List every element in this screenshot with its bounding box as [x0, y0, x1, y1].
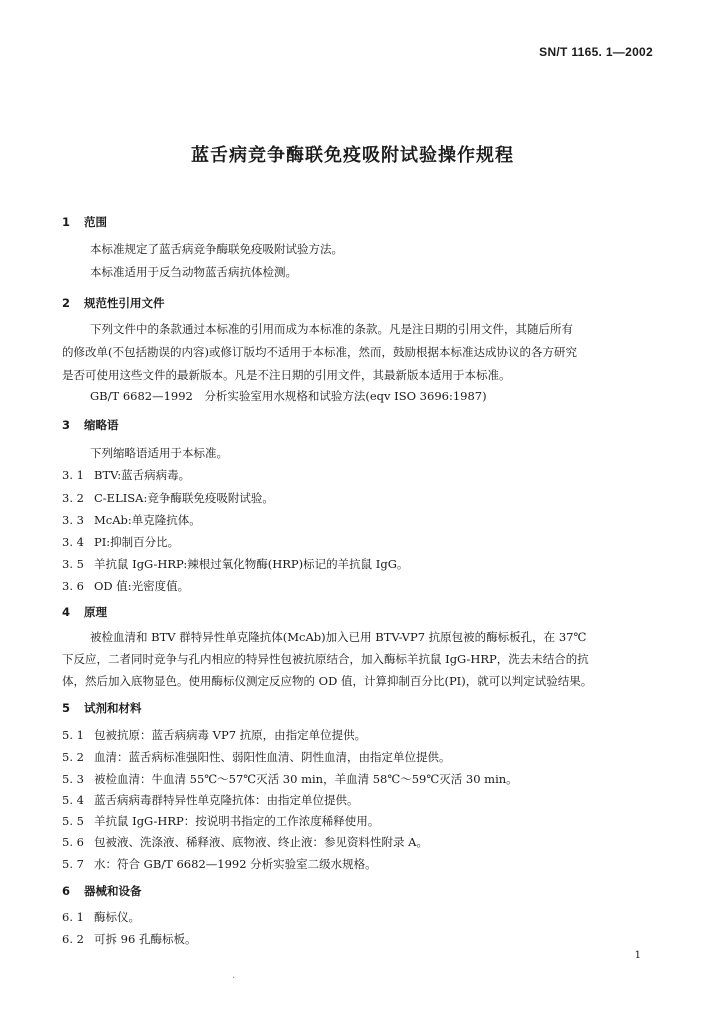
- section-number: 3: [62, 418, 71, 432]
- section-title: 范围: [84, 215, 107, 229]
- item-text: 酶标仪。: [94, 910, 140, 924]
- item-number: 5. 1: [62, 728, 84, 742]
- item-text: C-ELISA:竞争酶联免疫吸附试验。: [94, 491, 274, 505]
- item-text: 包被液、洗涤液、稀释液、底物液、终止液：参见资料性附录 A。: [94, 835, 428, 849]
- item-number: 3. 3: [62, 513, 84, 527]
- paragraph-line: 被检血清和 BTV 群特异性单克隆抗体(McAb)加入已用 BTV-VP7 抗原包被的酶标板孔，在 37℃: [90, 630, 587, 644]
- section-title: 规范性引用文件: [84, 296, 165, 310]
- paragraph: 本标准适用于反刍动物蓝舌病抗体检测。: [90, 265, 297, 279]
- paragraph-line: 的修改单(不包括勘误的内容)或修订版均不适用于本标准，然而，鼓励根据本标准达成协议的各方研究: [62, 345, 577, 359]
- paragraph-line: 体，然后加入底物显色。使用酶标仪测定反应物的 OD 值，计算抑制百分比(PI)，就可以判定试验结果。: [62, 674, 593, 688]
- item-number: 3. 4: [62, 535, 84, 549]
- section-number: 6: [62, 884, 71, 898]
- paragraph-line: 下列文件中的条款通过本标准的引用而成为本标准的条款。凡是注日期的引用文件，其随后所有: [90, 322, 573, 336]
- item-number: 5. 6: [62, 835, 84, 849]
- item-text: 蓝舌病病毒群特异性单克隆抗体：由指定单位提供。: [94, 793, 359, 807]
- section-number: 2: [62, 296, 71, 310]
- item-number: 3. 1: [62, 468, 84, 482]
- section-title: 缩略语: [84, 418, 119, 432]
- item-number: 6. 1: [62, 910, 84, 924]
- item-number: 6. 2: [62, 932, 84, 946]
- item-number: 3. 6: [62, 579, 84, 593]
- item-text: 水：符合 GB/T 6682—1992 分析实验室二级水规格。: [94, 857, 377, 871]
- item-text: 血清：蓝舌病标准强阳性、弱阳性血清、阴性血清，由指定单位提供。: [94, 750, 451, 764]
- item-text: 羊抗鼠 IgG-HRP：按说明书指定的工作浓度稀释使用。: [94, 814, 380, 828]
- item-number: 5. 7: [62, 857, 84, 871]
- document-title: 蓝舌病竞争酶联免疫吸附试验操作规程: [191, 145, 514, 166]
- section-number: 4: [62, 605, 71, 619]
- item-text: PI:抑制百分比。: [94, 535, 180, 549]
- item-text: 包被抗原：蓝舌病病毒 VP7 抗原，由指定单位提供。: [94, 728, 367, 742]
- item-text: OD 值:光密度值。: [94, 579, 190, 593]
- item-text: BTV:蓝舌病病毒。: [94, 468, 191, 482]
- item-number: 3. 2: [62, 491, 84, 505]
- section-title: 试剂和材料: [84, 701, 142, 715]
- item-text: McAb:单克隆抗体。: [94, 513, 201, 527]
- footer-mark: ·: [232, 973, 236, 984]
- item-text: 可拆 96 孔酶标板。: [94, 932, 197, 946]
- section-title: 原理: [84, 605, 107, 619]
- paragraph: 本标准规定了蓝舌病竞争酶联免疫吸附试验方法。: [90, 242, 343, 256]
- item-text: 被检血清：牛血清 55℃～57℃灭活 30 min，羊血清 58℃～59℃灭活 30 min。: [94, 772, 518, 786]
- item-number: 5. 2: [62, 750, 84, 764]
- paragraph-line: 下反应，二者同时竞争与孔内相应的特异性包被抗原结合，加入酶标羊抗鼠 IgG-HRP，洗去未结合的抗: [62, 652, 589, 666]
- item-text: 羊抗鼠 IgG-HRP:辣根过氧化物酶(HRP)标记的羊抗鼠 IgG。: [94, 557, 409, 571]
- item-number: 3. 5: [62, 557, 84, 571]
- page-number: 1: [634, 950, 641, 961]
- item-number: 5. 3: [62, 772, 84, 786]
- section-number: 1: [62, 215, 71, 229]
- paragraph: 下列缩略语适用于本标准。: [90, 446, 228, 460]
- section-number: 5: [62, 701, 71, 715]
- standard-code: SN/T 1165. 1—2002: [539, 45, 653, 59]
- paragraph-line: 是否可使用这些文件的最新版本。凡是不注日期的引用文件，其最新版本适用于本标准。: [62, 368, 511, 382]
- item-number: 5. 5: [62, 814, 84, 828]
- item-number: 5. 4: [62, 793, 84, 807]
- normative-reference: GB/T 6682—1992 分析实验室用水规格和试验方法(eqv ISO 3696:1987): [90, 389, 487, 403]
- section-title: 器械和设备: [84, 884, 142, 898]
